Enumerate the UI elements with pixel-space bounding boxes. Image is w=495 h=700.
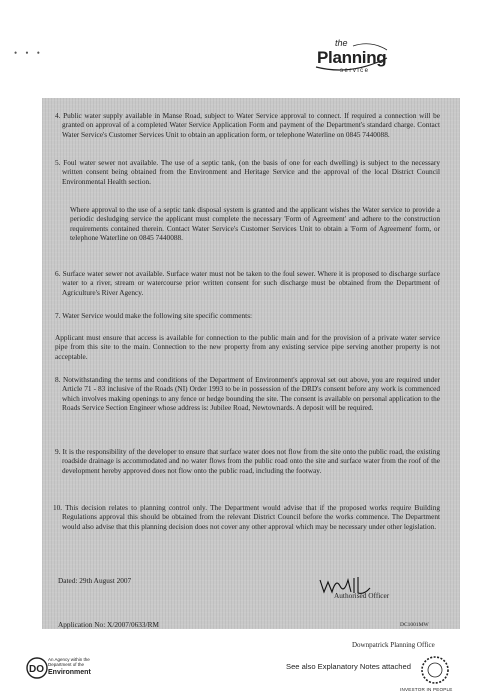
authorised-officer: Authorised Officer [334, 591, 390, 600]
punch-marks: • • • [14, 48, 43, 58]
condition-text: Public water supply available in Manse Road, subject to Water Service approval to connect. If required a connection will be granted on approval of a completed Water Service Application Form and payment of the Department's standard charge. Contact Water Service's Customer Services Unit to obtain an application form, or telephone Waterline on 0845 7440088. [62, 111, 440, 139]
condition-4 [55, 111, 440, 139]
logo-service: service [340, 68, 370, 74]
condition-5 [55, 158, 440, 186]
condition-7-detail [55, 333, 440, 361]
planning-service-logo [313, 40, 391, 82]
condition-text: Applicant must ensure that access is available for connection to the public main and for the provision of a private water service pipe from this site to the main. Connection to the new property from any existing service pipe serving another property is not acceptable. [55, 333, 440, 361]
investor-in-people-text: INVESTOR IN PEOPLE [400, 687, 453, 692]
condition-9 [55, 447, 440, 475]
doe-environment-text: Environment [48, 669, 91, 676]
condition-10 [53, 503, 441, 531]
condition-number: 5. [55, 158, 61, 167]
condition-number: 10. [53, 503, 63, 512]
date-line: Dated: 29th August 2007 [58, 576, 132, 585]
condition-number: 6. [55, 269, 61, 278]
explanatory-notes: See also Explanatory Notes attached [286, 662, 411, 671]
condition-text: Where approval to the use of a septic tank disposal system is granted and the applicant wishes the Water service to provide a periodic desludging service the applicant must complete the necessary 'Form of Agreement' and adhere to the construction requirements contained therein. Contact Water Service's Customer Services Unit to obtain a 'Form of Agreement' form, or telephone Waterline on 0845 7440088. [70, 205, 440, 243]
logo-the: the [335, 38, 348, 48]
condition-5-septic [70, 205, 440, 243]
condition-text: This decision relates to planning control only. The Department would advise that if the proposed works require Building Regulations approval this should be obtained from the relevant District Council before the works commence. The Department would also advise that this planning decision does not cover any other approval which may be necessary under other legislation. [62, 503, 441, 531]
office-name: Downpatrick Planning Office [352, 641, 435, 649]
logo-planning: Planning [317, 48, 387, 67]
condition-6 [55, 269, 440, 297]
doe-agency-text: An Agency within the Department of the [48, 657, 90, 667]
condition-number: 4. [55, 111, 61, 120]
form-reference: DC1001MW [400, 622, 429, 628]
condition-text: It is the responsibility of the developer to ensure that surface water does not flow from the site onto the public road, the existing roadside drainage is accommodated and no water flows from the public road onto the site and surface water from the roof of the development hereby approved does not flow onto the public road, including the footway. [62, 447, 440, 475]
condition-8 [55, 375, 440, 413]
condition-number: 8. [55, 375, 61, 384]
condition-text: Water Service would make the following site specific comments: [62, 311, 253, 320]
condition-number: 9. [55, 447, 61, 456]
condition-7 [55, 311, 440, 320]
condition-number: 7. [55, 311, 61, 320]
svg-text:DO: DO [29, 664, 44, 675]
condition-text: Notwithstanding the terms and conditions of the Department of Environment's approval set out above, you are required under Article 71 - 83 inclusive of the Roads (NI) Order 1993 to be in possession of the DRD's consent before any work is commenced which involves making openings to any fence or hedge bounding the site. The consent is available on personal application to the Roads Service Section Engineer whose address is: Jubilee Road, Newtownards. A deposit will be required. [62, 375, 440, 413]
application-number: Application No: X/2007/0633/RM [58, 620, 159, 629]
condition-text: Surface water sewer not available. Surface water must not be taken to the foul sewer. Where it is proposed to discharge surface water to a river, stream or watercourse prior written consent for such discharge must be obtained from the Department of Agriculture's River Agency. [62, 269, 440, 297]
condition-text: Foul water sewer not available. The use of a septic tank, (on the basis of one for each dwelling) is subject to the necessary written consent being obtained from the Environment and Heritage Service and the approval of the local District Council Environmental Health section. [62, 158, 440, 186]
